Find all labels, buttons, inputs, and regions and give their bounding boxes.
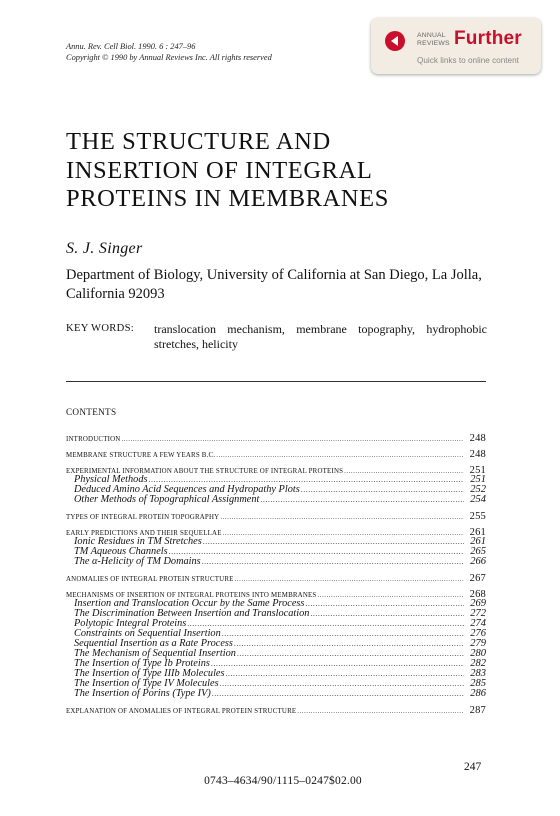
toc-entry-page: 283 — [470, 668, 486, 679]
toc-leader-dots — [234, 639, 464, 649]
toc-entry-title: Insertion and Translocation Occur by the Same Process — [74, 598, 305, 609]
toc-entry-title: EXPLANATION OF ANOMALIES OF INTEGRAL PROTEIN STRUCTURE — [66, 708, 297, 715]
toc-leader-dots — [301, 485, 464, 495]
toc-entry-title: The Insertion of Type IIIb Molecules — [74, 668, 225, 679]
arrow-left-icon — [385, 31, 405, 51]
toc-entry-title: EARLY PREDICTIONS AND THEIR SEQUELLAE — [66, 530, 222, 537]
toc-entry-page: 251 — [470, 474, 486, 485]
author-name: S. J. Singer — [66, 240, 143, 257]
copyright-line: Copyright © 1990 by Annual Reviews Inc. All rights reserved — [66, 53, 272, 62]
toc-entry-title: Physical Methods — [74, 474, 148, 485]
toc-entry-page: 261 — [470, 536, 486, 547]
toc-entry-page: 255 — [469, 511, 486, 522]
toc-entry-page: 268 — [469, 589, 486, 600]
toc-entry-title: Sequential Insertion as a Rate Process — [74, 638, 233, 649]
badge-further-text: Further — [454, 28, 522, 49]
contents-heading: CONTENTS — [66, 407, 117, 417]
toc-leader-dots — [220, 679, 464, 689]
toc-section-entry — [66, 449, 486, 459]
badge-tagline: Quick links to online content — [417, 56, 519, 65]
toc-entry-page: 280 — [470, 648, 486, 659]
toc-subsection-entry — [66, 689, 486, 699]
toc-leader-dots — [226, 669, 464, 679]
toc-entry-title: TYPES OF INTEGRAL PROTEIN TOPOGRAPHY — [66, 514, 220, 521]
further-links-badge[interactable] — [371, 18, 541, 74]
toc-leader-dots — [260, 495, 464, 505]
toc-leader-dots — [121, 435, 464, 443]
keywords-label: KEY WORDS: — [66, 323, 135, 334]
annual-reviews-wordmark — [417, 32, 450, 47]
toc-entry-title: The Insertion of Type Ib Proteins — [74, 658, 210, 669]
article-title — [66, 128, 389, 214]
toc-entry-title: Ionic Residues in TM Stretches — [74, 536, 202, 547]
toc-entry-page: 272 — [470, 608, 486, 619]
toc-entry-page: 285 — [470, 678, 486, 689]
toc-leader-dots — [216, 451, 464, 459]
toc-leader-dots — [187, 619, 464, 629]
toc-leader-dots — [169, 547, 464, 557]
toc-entry-title: INTRODUCTION — [66, 436, 121, 443]
toc-entry-page: 279 — [470, 638, 486, 649]
toc-entry-title: The Insertion of Porins (Type IV) — [74, 688, 211, 699]
further-arrow-icon — [385, 31, 405, 51]
toc-entry-title: The Mechanism of Sequential Insertion — [74, 648, 236, 659]
toc-leader-dots — [237, 649, 464, 659]
toc-leader-dots — [344, 467, 464, 475]
toc-entry-page: 254 — [470, 494, 486, 505]
toc-leader-dots — [310, 609, 464, 619]
toc-entry-title: The Discrimination Between Insertion and Translocation — [74, 608, 310, 619]
toc-entry-title: EXPERIMENTAL INFORMATION ABOUT THE STRUCTURE OF INTEGRAL PROTEINS — [66, 468, 344, 475]
journal-citation-line: Annu. Rev. Cell Biol. 1990. 6 : 247–96 — [66, 42, 196, 51]
toc-entry-page: 267 — [469, 573, 486, 584]
toc-entry-title: MEMBRANE STRUCTURE A FEW YEARS B.C. — [66, 452, 216, 459]
toc-entry-title: The α-Helicity of TM Domains — [74, 556, 201, 567]
toc-leader-dots — [317, 591, 464, 599]
toc-entry-title: MECHANISMS OF INSERTION OF INTEGRAL PROTEINS INTO MEMBRANES — [66, 592, 317, 599]
toc-entry-page: 251 — [469, 465, 486, 476]
toc-entry-page: 261 — [469, 527, 486, 538]
toc-entry-page: 266 — [470, 556, 486, 567]
journal-citation — [66, 41, 272, 63]
toc-entry-page: 265 — [470, 546, 486, 557]
badge-annual-text: ANNUAL — [417, 32, 446, 39]
title-line: PROTEINS IN MEMBRANES — [66, 185, 389, 212]
keywords-text: translocation mechanism, membrane topography, hydrophobic stretches, helicity — [154, 322, 487, 351]
toc-leader-dots — [203, 537, 464, 547]
toc-leader-dots — [297, 707, 464, 715]
toc-section-entry — [66, 705, 486, 715]
toc-leader-dots — [222, 629, 464, 639]
toc-entry-page: 248 — [469, 449, 486, 460]
toc-subsection-entry — [66, 557, 486, 567]
toc-entry-page: 274 — [470, 618, 486, 629]
title-line: THE STRUCTURE AND — [66, 128, 331, 155]
affiliation-line: Department of Biology, University of California at San Diego, La Jolla, — [66, 267, 482, 283]
toc-entry-title: TM Aqueous Channels — [74, 546, 168, 557]
toc-entry-page: 286 — [470, 688, 486, 699]
page-number: 247 — [464, 761, 482, 773]
toc-entry-title: Other Methods of Topographical Assignment — [74, 494, 260, 505]
toc-entry-title: Deduced Amino Acid Sequences and Hydropathy Plots — [74, 484, 300, 495]
toc-leader-dots — [212, 689, 464, 699]
toc-entry-page: 287 — [469, 705, 486, 716]
toc-leader-dots — [235, 575, 464, 583]
affiliation-line: California 92093 — [66, 285, 165, 302]
toc-leader-dots — [211, 659, 464, 669]
toc-leader-dots — [220, 513, 464, 521]
toc-leader-dots — [223, 529, 464, 537]
toc-entry-title: The Insertion of Type IV Molecules — [74, 678, 219, 689]
toc-entry-page: 248 — [469, 433, 486, 444]
toc-leader-dots — [202, 557, 464, 567]
author-affiliation — [66, 266, 506, 303]
toc-section-entry — [66, 511, 486, 521]
toc-section-entry — [66, 573, 486, 583]
toc-entry-title: Polytopic Integral Proteins — [74, 618, 187, 629]
toc-entry-page: 276 — [470, 628, 486, 639]
toc-entry-title: Constraints on Sequential Insertion — [74, 628, 221, 639]
toc-entry-title: ANOMALIES OF INTEGRAL PROTEIN STRUCTURE — [66, 576, 234, 583]
toc-leader-dots — [305, 599, 464, 609]
toc-entry-page: 282 — [470, 658, 486, 669]
toc-section-entry — [66, 433, 486, 443]
badge-reviews-text: REVIEWS — [417, 39, 450, 47]
title-line: INSERTION OF INTEGRAL — [66, 156, 373, 184]
toc-entry-page: 269 — [470, 598, 486, 609]
toc-entry-page: 252 — [470, 484, 486, 495]
section-divider — [66, 381, 486, 382]
article-code: 0743–4634/90/1115–0247$02.00 — [204, 775, 362, 787]
toc-subsection-entry — [66, 495, 486, 505]
table-of-contents — [66, 433, 486, 715]
